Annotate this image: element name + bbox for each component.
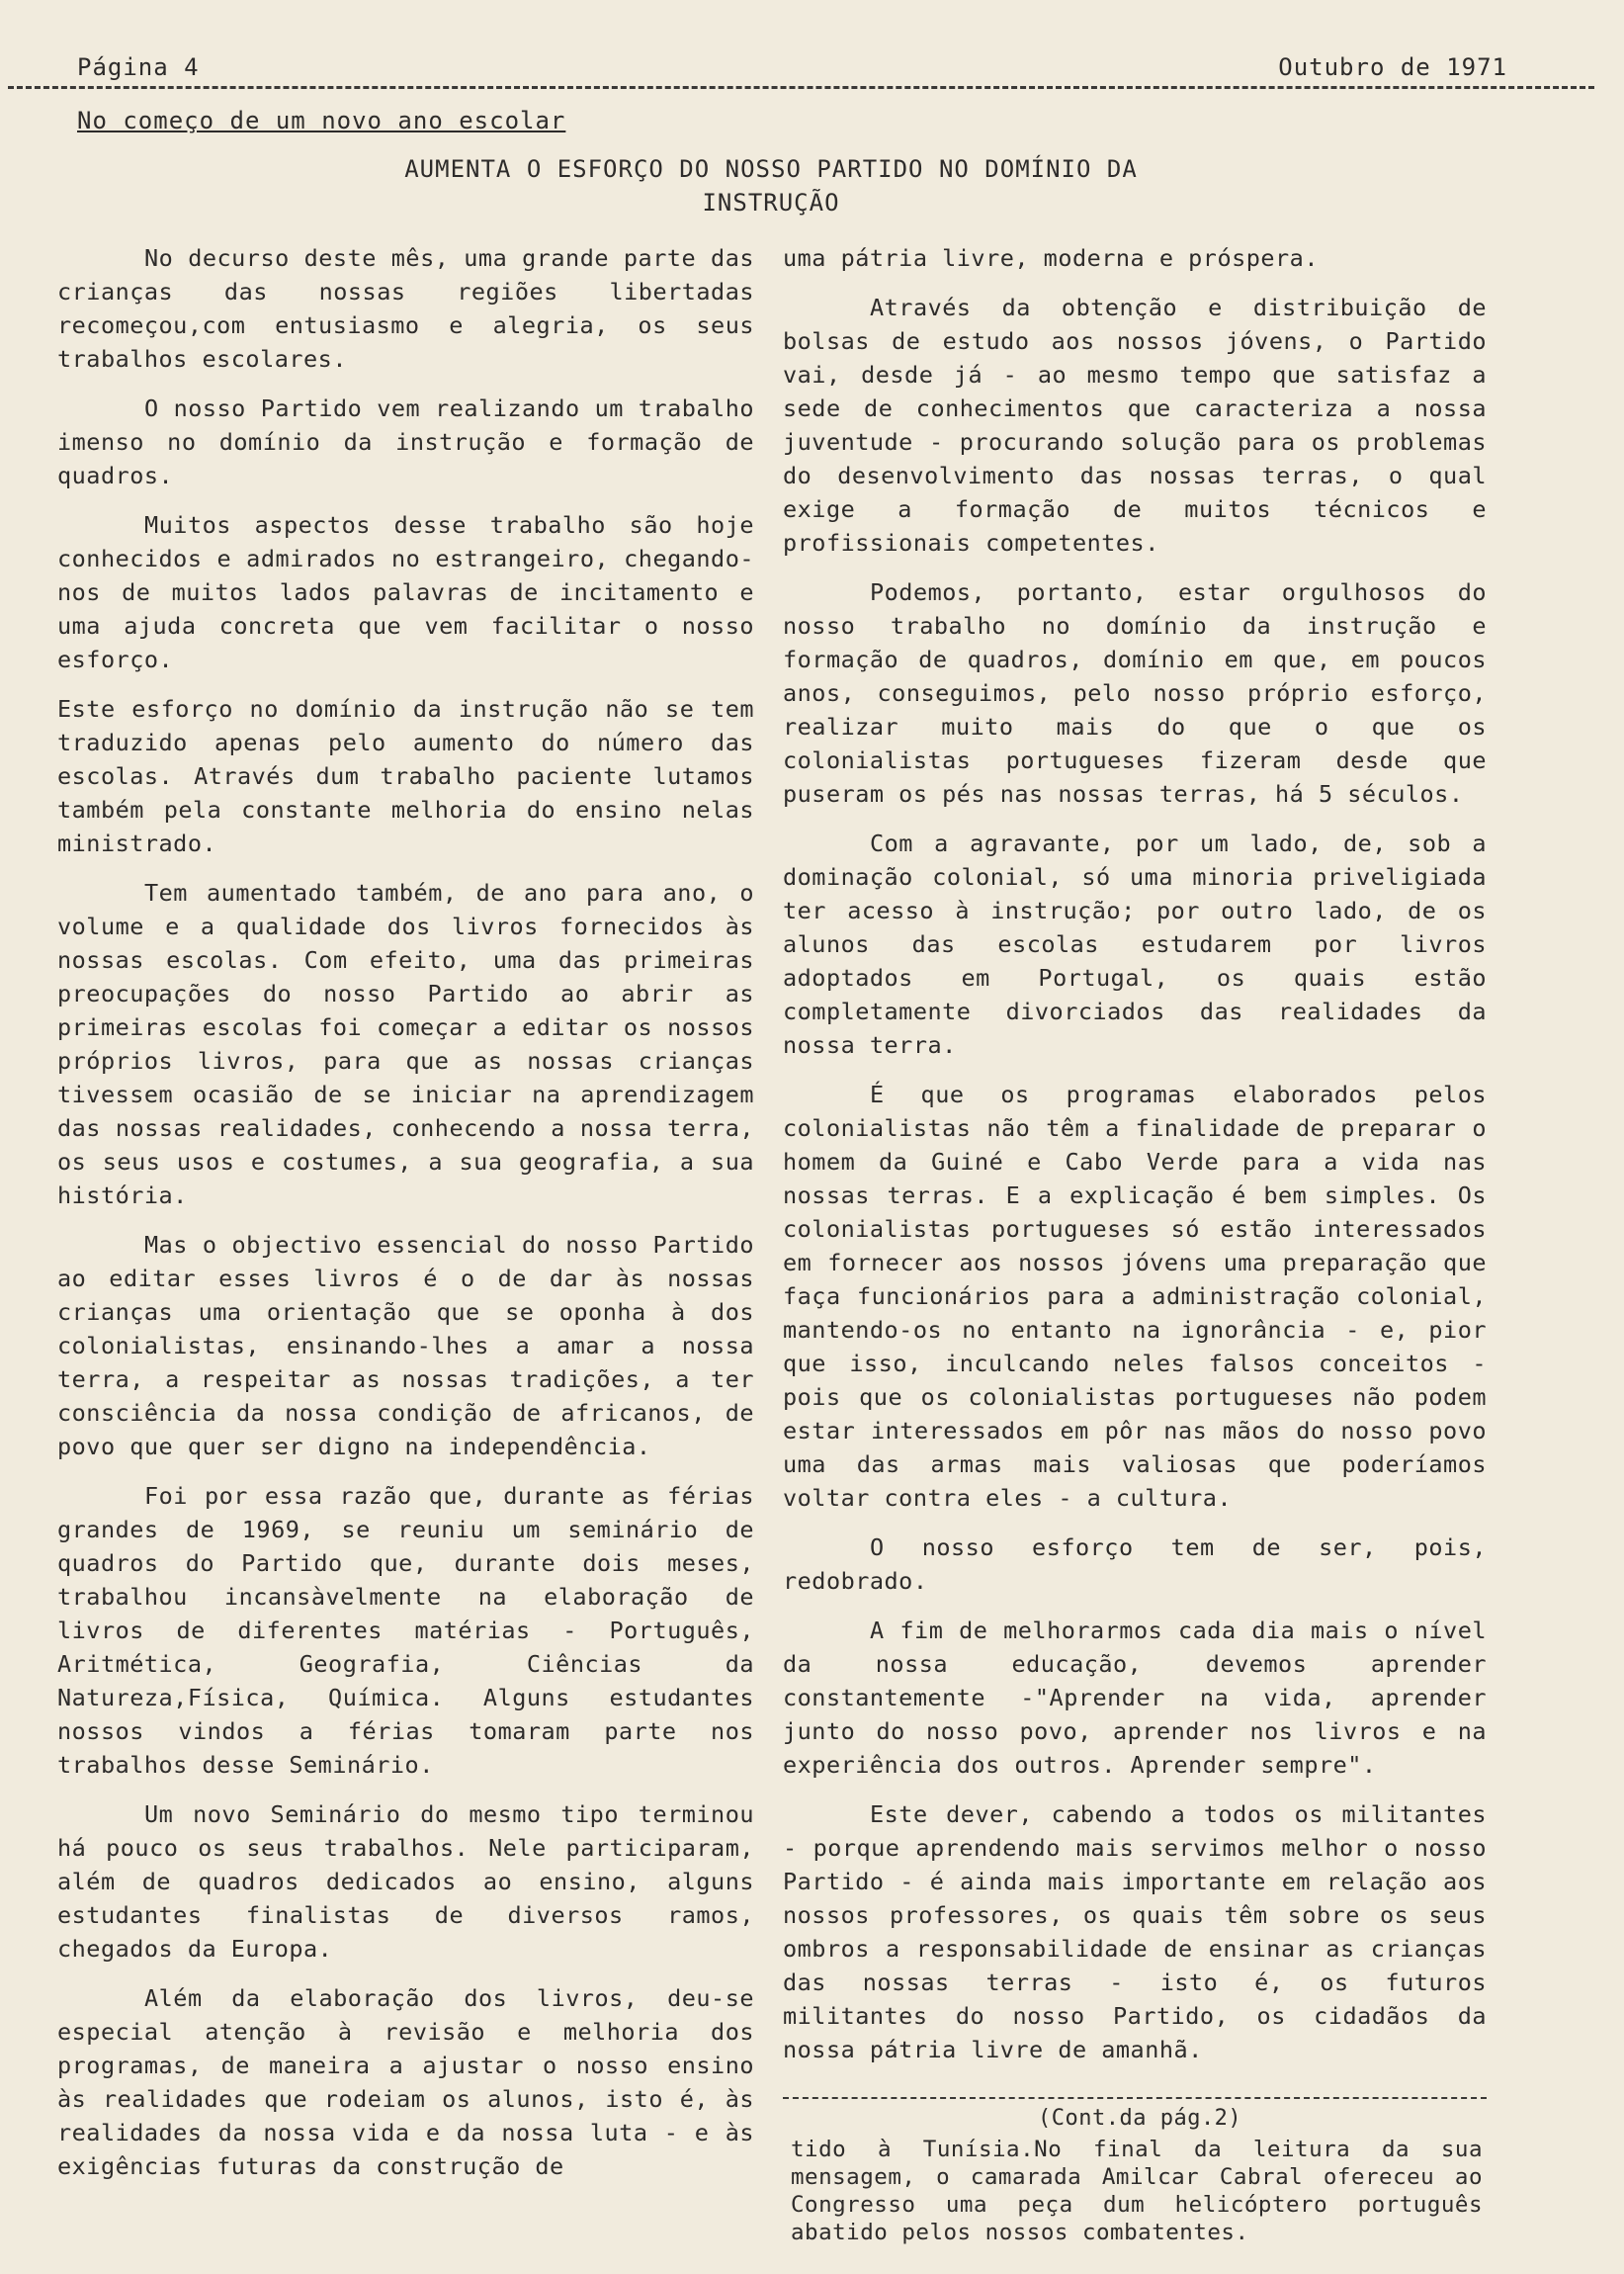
paragraph: O nosso Partido vem realizando um trabalho imenso no domínio da instrução e formação de quadros. xyxy=(57,394,754,489)
article-kicker: No começo de um novo ano escolar xyxy=(77,107,566,134)
paragraph: uma pátria livre, moderna e próspera. xyxy=(783,244,1319,272)
snippet-text: tido à Tunísia.No final da leitura da sua mensagem, o camarada Amilcar Cabral ofereceu ao Congresso uma peça dum helicóptero português abatido pelos nossos combatentes. xyxy=(791,2137,1483,2245)
page-number: Página 4 xyxy=(77,53,200,81)
paragraph: Tem aumentado também, de ano para ano, o volume e a qualidade dos livros fornecidos às nossas escolas. Com efeito, uma das primeiras preocupações do nosso Partido ao abrir as primeiras escolas foi começar a editar os nossos próprios livros, para que as nossas crianças tivessem ocasião de se iniciar na aprendizagem das nossas realidades, conhecendo a nossa terra, os seus usos e costumes, a sua geografia, a sua história. xyxy=(57,879,754,1209)
paragraph: Podemos, portanto, estar orgulhosos do nosso trabalho no domínio da instrução e formação de quadros, domínio em que, em poucos anos, conseguimos, pelo nosso próprio esforço, realizar muito mais do que o que os colonialistas portugueses fizeram desde que puseram os pés nas nossas terras, há 5 séculos. xyxy=(783,578,1487,808)
article-column-right xyxy=(783,241,1487,2082)
paragraph: É que os programas elaborados pelos colonialistas não têm a finalidade de preparar o homem da Guiné e Cabo Verde para a vida nas nossas terras. E a explicação é bem simples. Os colonialistas portugueses só estão interessados em fornecer aos nossos jóvens uma preparação que faça funcionários para a administração colonial, mantendo-os no entanto na ignorância - e, pior que isso, inculcando neles falsos conceitos - pois que os colonialistas portugueses não podem estar interessados em pôr nas mãos do nosso povo uma das armas mais valiosas que poderíamos voltar contra eles - a cultura. xyxy=(783,1081,1487,1512)
paragraph: Este esforço no domínio da instrução não se tem traduzido apenas pelo aumento do número das escolas. Através dum trabalho paciente lutamos também pela constante melhoria do ensino nelas ministrado. xyxy=(57,695,754,857)
paragraph: Além da elaboração dos livros, deu-se especial atenção à revisão e melhoria dos programas, de maneira a ajustar o nosso ensino às realidades que rodeiam os alunos, isto é, às realidades da nossa vida e da nossa luta - e às exigências futuras da construção de xyxy=(57,1984,754,2180)
paragraph: Mas o objectivo essencial do nosso Partido ao editar esses livros é o de dar às nossas crianças uma orientação que se oponha à dos colonialistas, ensinando-lhes a amar a nossa terra, a respeitar as nossas tradições, a ter consciência da nossa condição de africanos, de povo que quer ser digno na independência. xyxy=(57,1231,754,1460)
article-headline: AUMENTA O ESFORÇO DO NOSSO PARTIDO NO DOMÍNIO DA INSTRUÇÃO xyxy=(404,155,1138,217)
paragraph: Um novo Seminário do mesmo tipo terminou há pouco os seus trabalhos. Nele participaram, além de quadros dedicados ao ensino, alguns estudantes finalistas de diversos ramos, chegados da Europa. xyxy=(57,1800,754,1963)
continuation-note: (Cont.da pág.2) xyxy=(1038,2106,1242,2131)
paragraph: Através da obtenção e distribuição de bolsas de estudo aos nossos jóvens, o Partido vai, desde já - ao mesmo tempo que satisfaz a sede de conhecimentos que caracteriza a nossa juventude - procurando solução para os problemas do desenvolvimento das nossas terras, o qual exige a formação de muitos técnicos e profissionais competentes. xyxy=(783,294,1487,557)
issue-date: Outubro de 1971 xyxy=(1278,53,1507,81)
paragraph: Este dever, cabendo a todos os militantes - porque aprendendo mais servimos melhor o nosso Partido - é ainda mais importante em relação aos nossos professores, os quais têm sobre os seus ombros a responsabilidade de ensinar as crianças das nossas terras - isto é, os futuros militantes do nosso Partido, os cidadãos da nossa pátria livre de amanhã. xyxy=(783,1800,1487,2063)
paragraph: A fim de melhorarmos cada dia mais o nível da nossa educação, devemos aprender constantemente -"Aprender na vida, aprender junto do nosso povo, aprender nos livros e na experiência dos outros. Aprender sempre". xyxy=(783,1617,1487,1779)
paragraph: Com a agravante, por um lado, de, sob a dominação colonial, só uma minoria priveligiada ter acesso à instrução; por outro lado, de os alunos das escolas estudarem por livros adoptados em Portugal, os quais estão completamente divorciados das realidades da nossa terra. xyxy=(783,830,1487,1059)
page-header xyxy=(77,53,1507,87)
header-rule xyxy=(8,86,1594,89)
section-divider xyxy=(783,2097,1487,2099)
paragraph: Foi por essa razão que, durante as férias grandes de 1969, se reuniu um seminário de quadros do Partido que, durante dois meses, trabalhou incansàvelmente na elaboração de livros de diferentes matérias - Português, Aritmética, Geografia, Ciências da Natureza,Física, Química. Alguns estudantes nossos vindos a férias tomaram parte nos trabalhos desse Seminário. xyxy=(57,1482,754,1779)
paragraph: Muitos aspectos desse trabalho são hoje conhecidos e admirados no estrangeiro, chegando-nos de muitos lados palavras de incitamento e uma ajuda concreta que vem facilitar o nosso esforço. xyxy=(57,511,754,673)
article-column-left xyxy=(57,241,754,2199)
continued-article-snippet xyxy=(791,2136,1483,2246)
paragraph: O nosso esforço tem de ser, pois, redobrado. xyxy=(783,1533,1487,1595)
paragraph: No decurso deste mês, uma grande parte das crianças das nossas regiões libertadas recomeçou,com entusiasmo e alegria, os seus trabalhos escolares. xyxy=(57,244,754,373)
